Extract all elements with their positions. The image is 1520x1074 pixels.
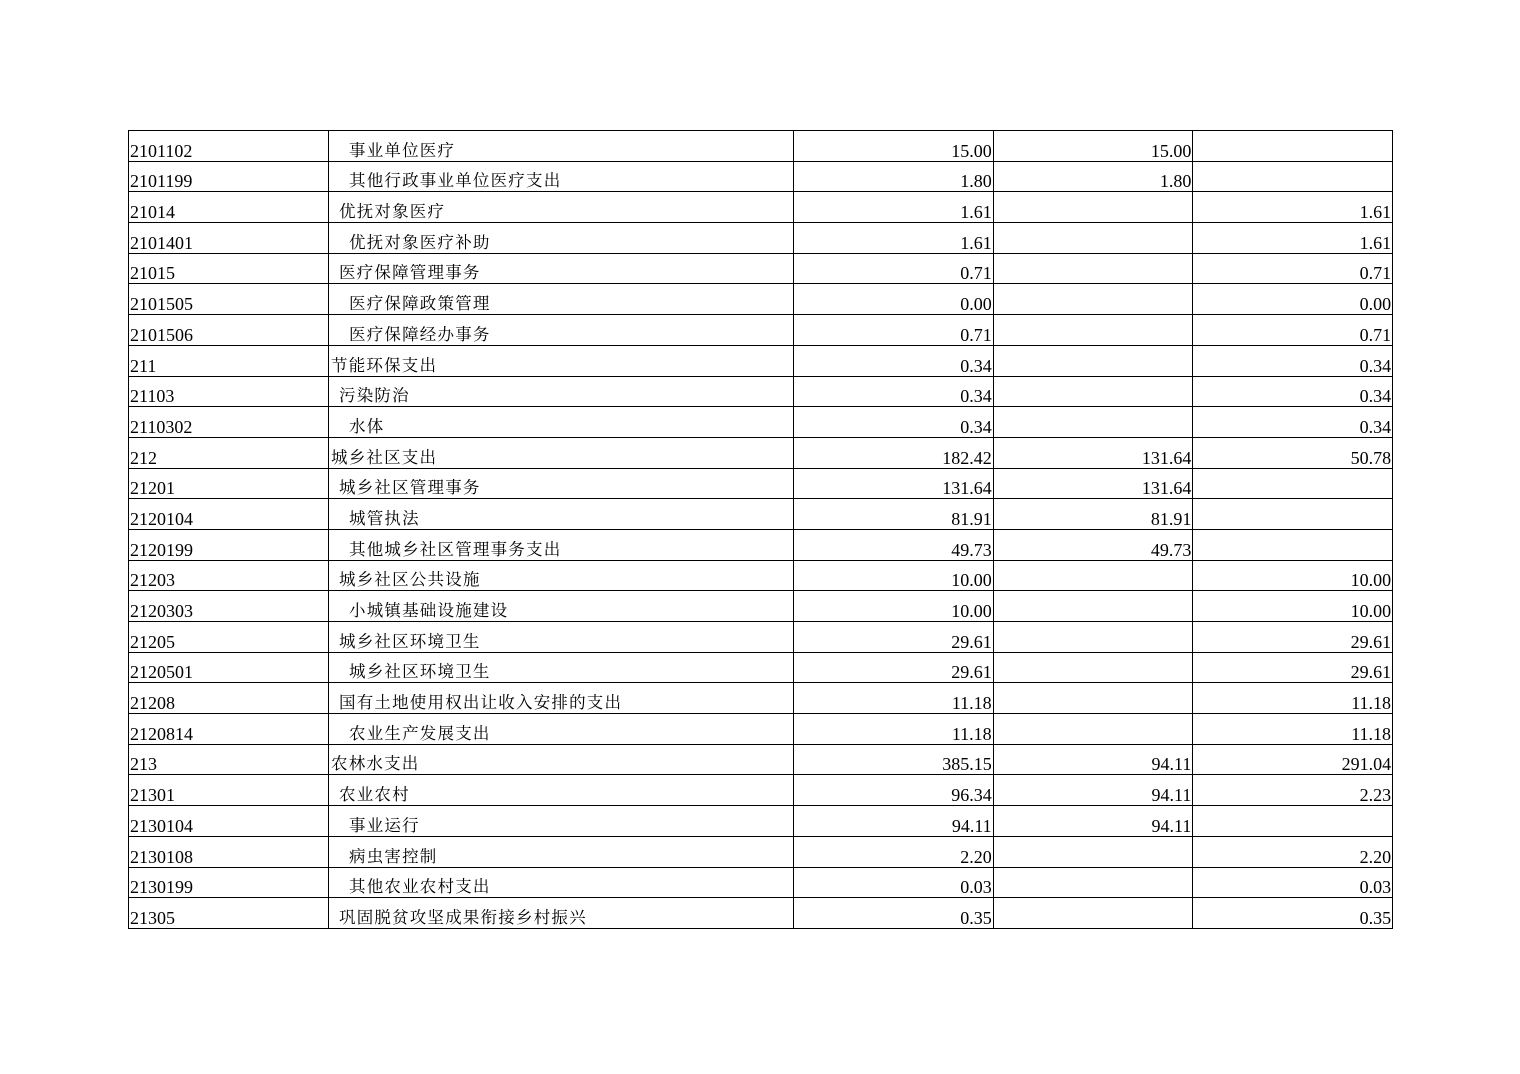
project-expenditure-cell: 0.34 (1193, 345, 1393, 376)
total-amount-cell: 15.00 (794, 131, 994, 162)
table-row (129, 622, 1393, 653)
total-amount-cell: 29.61 (794, 622, 994, 653)
basic-expenditure-cell (993, 591, 1193, 622)
subject-name-cell: 城乡社区环境卫生 (329, 652, 794, 683)
table-row (129, 376, 1393, 407)
subject-code-cell: 21305 (129, 898, 329, 929)
total-amount-cell: 0.34 (794, 407, 994, 438)
subject-name-cell: 城乡社区环境卫生 (329, 622, 794, 653)
total-amount-cell: 0.71 (794, 315, 994, 346)
subject-name-cell: 水体 (329, 407, 794, 438)
table-row (129, 652, 1393, 683)
table-row (129, 407, 1393, 438)
project-expenditure-cell: 29.61 (1193, 652, 1393, 683)
subject-name-cell: 其他行政事业单位医疗支出 (329, 161, 794, 192)
total-amount-cell: 0.71 (794, 253, 994, 284)
project-expenditure-cell: 0.00 (1193, 284, 1393, 315)
basic-expenditure-cell (993, 867, 1193, 898)
table-row (129, 253, 1393, 284)
table-row (129, 284, 1393, 315)
basic-expenditure-cell (993, 714, 1193, 745)
basic-expenditure-cell (993, 376, 1193, 407)
table-row (129, 775, 1393, 806)
subject-name-cell: 事业单位医疗 (329, 131, 794, 162)
basic-expenditure-cell: 94.11 (993, 806, 1193, 837)
total-amount-cell: 0.00 (794, 284, 994, 315)
budget-table (128, 130, 1393, 929)
subject-code-cell: 2120501 (129, 652, 329, 683)
total-amount-cell: 2.20 (794, 836, 994, 867)
subject-name-cell: 城管执法 (329, 499, 794, 530)
subject-code-cell: 211 (129, 345, 329, 376)
table-row (129, 744, 1393, 775)
total-amount-cell: 10.00 (794, 591, 994, 622)
basic-expenditure-cell (993, 652, 1193, 683)
basic-expenditure-cell (993, 898, 1193, 929)
total-amount-cell: 1.61 (794, 192, 994, 223)
basic-expenditure-cell (993, 192, 1193, 223)
subject-code-cell: 2101102 (129, 131, 329, 162)
project-expenditure-cell: 29.61 (1193, 622, 1393, 653)
table-row (129, 591, 1393, 622)
budget-table-body (129, 131, 1393, 929)
table-row (129, 806, 1393, 837)
basic-expenditure-cell: 94.11 (993, 744, 1193, 775)
basic-expenditure-cell: 81.91 (993, 499, 1193, 530)
subject-code-cell: 2120199 (129, 529, 329, 560)
subject-name-cell: 农林水支出 (329, 744, 794, 775)
table-row (129, 345, 1393, 376)
total-amount-cell: 81.91 (794, 499, 994, 530)
subject-name-cell: 城乡社区支出 (329, 437, 794, 468)
subject-name-cell: 城乡社区管理事务 (329, 468, 794, 499)
table-row (129, 714, 1393, 745)
subject-name-cell: 医疗保障经办事务 (329, 315, 794, 346)
project-expenditure-cell: 2.20 (1193, 836, 1393, 867)
table-row (129, 437, 1393, 468)
table-row (129, 131, 1393, 162)
table-row (129, 468, 1393, 499)
project-expenditure-cell: 10.00 (1193, 591, 1393, 622)
subject-code-cell: 2101506 (129, 315, 329, 346)
basic-expenditure-cell (993, 683, 1193, 714)
subject-code-cell: 21103 (129, 376, 329, 407)
table-row (129, 499, 1393, 530)
subject-name-cell: 农业生产发展支出 (329, 714, 794, 745)
project-expenditure-cell: 1.61 (1193, 223, 1393, 254)
project-expenditure-cell: 0.71 (1193, 315, 1393, 346)
subject-name-cell: 优抚对象医疗 (329, 192, 794, 223)
subject-name-cell: 事业运行 (329, 806, 794, 837)
total-amount-cell: 0.03 (794, 867, 994, 898)
project-expenditure-cell: 50.78 (1193, 437, 1393, 468)
subject-code-cell: 2130104 (129, 806, 329, 837)
basic-expenditure-cell (993, 836, 1193, 867)
table-row (129, 836, 1393, 867)
subject-name-cell: 医疗保障政策管理 (329, 284, 794, 315)
project-expenditure-cell (1193, 161, 1393, 192)
basic-expenditure-cell (993, 253, 1193, 284)
subject-name-cell: 城乡社区公共设施 (329, 560, 794, 591)
project-expenditure-cell: 1.61 (1193, 192, 1393, 223)
subject-code-cell: 21201 (129, 468, 329, 499)
project-expenditure-cell: 11.18 (1193, 683, 1393, 714)
project-expenditure-cell: 0.71 (1193, 253, 1393, 284)
subject-code-cell: 21203 (129, 560, 329, 591)
subject-code-cell: 2130108 (129, 836, 329, 867)
subject-name-cell: 小城镇基础设施建设 (329, 591, 794, 622)
project-expenditure-cell (1193, 131, 1393, 162)
subject-code-cell: 212 (129, 437, 329, 468)
subject-code-cell: 2120814 (129, 714, 329, 745)
table-row (129, 529, 1393, 560)
subject-code-cell: 2130199 (129, 867, 329, 898)
project-expenditure-cell (1193, 499, 1393, 530)
project-expenditure-cell: 10.00 (1193, 560, 1393, 591)
subject-name-cell: 病虫害控制 (329, 836, 794, 867)
project-expenditure-cell: 2.23 (1193, 775, 1393, 806)
subject-code-cell: 21014 (129, 192, 329, 223)
subject-code-cell: 2120303 (129, 591, 329, 622)
total-amount-cell: 29.61 (794, 652, 994, 683)
total-amount-cell: 11.18 (794, 683, 994, 714)
basic-expenditure-cell (993, 560, 1193, 591)
project-expenditure-cell (1193, 468, 1393, 499)
subject-code-cell: 2101199 (129, 161, 329, 192)
subject-name-cell: 农业农村 (329, 775, 794, 806)
basic-expenditure-cell (993, 622, 1193, 653)
subject-name-cell: 医疗保障管理事务 (329, 253, 794, 284)
table-row (129, 315, 1393, 346)
total-amount-cell: 96.34 (794, 775, 994, 806)
basic-expenditure-cell: 131.64 (993, 437, 1193, 468)
table-row (129, 223, 1393, 254)
subject-name-cell: 巩固脱贫攻坚成果衔接乡村振兴 (329, 898, 794, 929)
table-row (129, 898, 1393, 929)
table-row (129, 192, 1393, 223)
project-expenditure-cell: 0.03 (1193, 867, 1393, 898)
subject-code-cell: 21205 (129, 622, 329, 653)
subject-code-cell: 21208 (129, 683, 329, 714)
total-amount-cell: 1.61 (794, 223, 994, 254)
project-expenditure-cell (1193, 806, 1393, 837)
table-row (129, 867, 1393, 898)
total-amount-cell: 182.42 (794, 437, 994, 468)
project-expenditure-cell: 0.34 (1193, 407, 1393, 438)
basic-expenditure-cell (993, 284, 1193, 315)
subject-name-cell: 国有土地使用权出让收入安排的支出 (329, 683, 794, 714)
table-row (129, 161, 1393, 192)
basic-expenditure-cell: 49.73 (993, 529, 1193, 560)
project-expenditure-cell: 291.04 (1193, 744, 1393, 775)
basic-expenditure-cell: 131.64 (993, 468, 1193, 499)
basic-expenditure-cell: 1.80 (993, 161, 1193, 192)
subject-name-cell: 污染防治 (329, 376, 794, 407)
total-amount-cell: 10.00 (794, 560, 994, 591)
subject-code-cell: 21015 (129, 253, 329, 284)
subject-name-cell: 优抚对象医疗补助 (329, 223, 794, 254)
subject-code-cell: 21301 (129, 775, 329, 806)
subject-name-cell: 其他农业农村支出 (329, 867, 794, 898)
subject-name-cell: 节能环保支出 (329, 345, 794, 376)
total-amount-cell: 385.15 (794, 744, 994, 775)
basic-expenditure-cell: 15.00 (993, 131, 1193, 162)
project-expenditure-cell (1193, 529, 1393, 560)
subject-code-cell: 213 (129, 744, 329, 775)
project-expenditure-cell: 0.34 (1193, 376, 1393, 407)
basic-expenditure-cell (993, 345, 1193, 376)
total-amount-cell: 1.80 (794, 161, 994, 192)
total-amount-cell: 49.73 (794, 529, 994, 560)
subject-name-cell: 其他城乡社区管理事务支出 (329, 529, 794, 560)
project-expenditure-cell: 11.18 (1193, 714, 1393, 745)
total-amount-cell: 0.34 (794, 345, 994, 376)
total-amount-cell: 131.64 (794, 468, 994, 499)
table-row (129, 683, 1393, 714)
subject-code-cell: 2101401 (129, 223, 329, 254)
total-amount-cell: 0.35 (794, 898, 994, 929)
total-amount-cell: 94.11 (794, 806, 994, 837)
subject-code-cell: 2101505 (129, 284, 329, 315)
basic-expenditure-cell (993, 407, 1193, 438)
basic-expenditure-cell: 94.11 (993, 775, 1193, 806)
subject-code-cell: 2120104 (129, 499, 329, 530)
total-amount-cell: 0.34 (794, 376, 994, 407)
basic-expenditure-cell (993, 315, 1193, 346)
subject-code-cell: 2110302 (129, 407, 329, 438)
table-row (129, 560, 1393, 591)
total-amount-cell: 11.18 (794, 714, 994, 745)
project-expenditure-cell: 0.35 (1193, 898, 1393, 929)
basic-expenditure-cell (993, 223, 1193, 254)
